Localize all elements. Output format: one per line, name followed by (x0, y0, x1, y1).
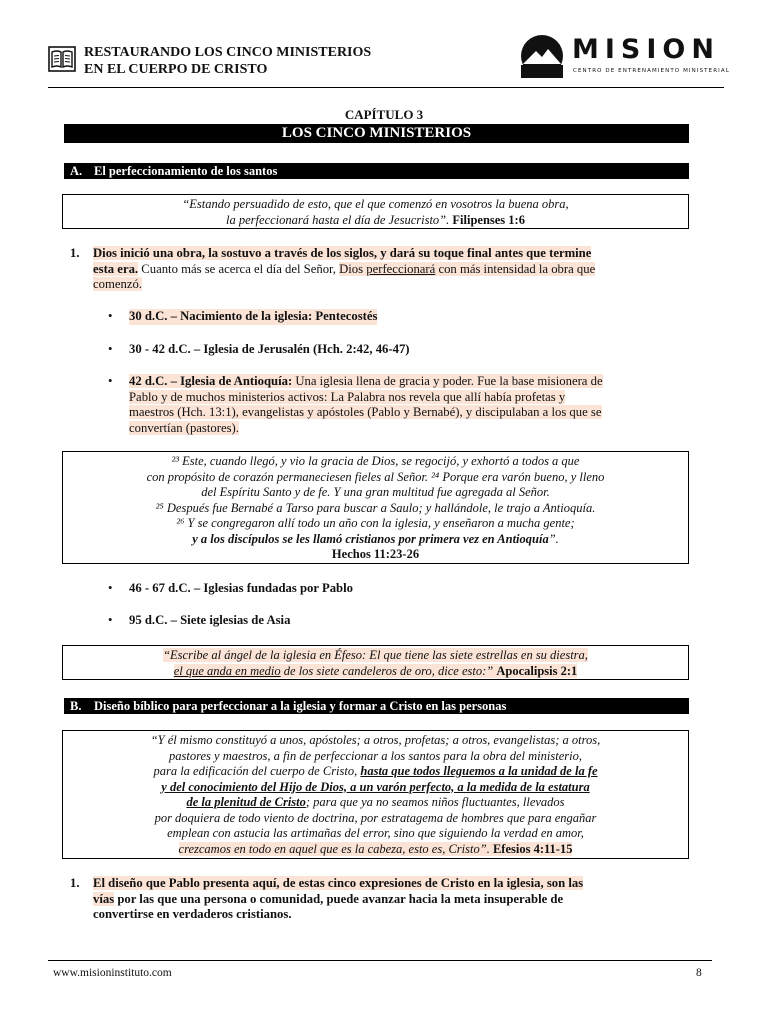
quote-line: por doquiera de todo viento de doctrina, por estratagema de hombres que para engañar (154, 810, 597, 825)
header-title (84, 44, 371, 78)
quote-line: para la edificación del cuerpo de Cristo, (153, 764, 361, 778)
quote-line: “Y él mismo constituyó a unos, apóstoles; a otros, profetas; a otros, evangelistas; a otros, (150, 733, 601, 747)
quote-apocalipsis (62, 645, 689, 680)
verse-number: ²⁵ (155, 500, 164, 515)
book-icon (48, 46, 76, 72)
point-text: comenzó. (93, 277, 142, 291)
verse-number: ²⁴ (428, 469, 440, 484)
section-a-title: El perfeccionamiento de los santos (94, 164, 278, 178)
point-bold-text: Dios inició una obra, la sostuvo a través de los siglos, y dará su toque final antes que termine (93, 246, 592, 260)
quote-line: ; para que ya no seamos niños fluctuantes, llevados (305, 795, 565, 809)
verse-number: ²³ (171, 454, 179, 468)
section-b-heading (64, 698, 689, 714)
quote-reference: Efesios 4:11-15 (492, 841, 573, 856)
bullet-text: 95 d.C. – Siete iglesias de Asia (129, 613, 291, 627)
point-text: con más intensidad la obra que (435, 261, 596, 276)
quote-bold-line: y a los discípulos se les llamó cristianos por primera vez en Antioquía (192, 531, 549, 546)
chapter-title: LOS CINCO MINISTERIOS (64, 124, 689, 143)
quote-efesios (62, 730, 689, 859)
quote-line: Y se congregaron allí todo un año con la iglesia, y enseñaron a mucha gente; (184, 516, 575, 530)
logo-word: MISION (572, 34, 720, 65)
bullet-icon: • (108, 309, 113, 323)
header-title-line2: EN EL CUERPO DE CRISTO (84, 62, 268, 77)
bullet-item-antioquia (108, 374, 688, 436)
point-bold-text: El diseño que Pablo presenta aquí, de estas cinco expresiones de Cristo en la iglesia, son las (93, 876, 584, 890)
point-text: Cuanto más se acerca el día del Señor, (138, 261, 340, 276)
mountain-logo-icon (520, 34, 564, 78)
bullet-icon: • (108, 342, 113, 356)
quote-line: Después fue Bernabé a Tarso para buscar a Saulo; y hallándole, le trajo a Antioquía. (163, 500, 596, 515)
point-number: 1. (70, 246, 80, 260)
quote-underlined: de la plenitud de Cristo (186, 795, 306, 809)
quote-line: del Espíritu Santo y de fe. Y una gran multitud fue agregada al Señor. (201, 485, 550, 499)
quote-reference: Hechos 11:23-26 (331, 547, 420, 561)
bullet-text: Una iglesia llena de gracia y poder. Fue la base misionera de (292, 374, 603, 388)
section-a-letter: A. (70, 164, 83, 178)
point-bold-text: convertirse en verdaderos cristianos. (93, 907, 292, 921)
quote-reference: Apocalipsis 2:1 (496, 663, 578, 678)
section-a-point-1 (70, 246, 690, 293)
bullet-text: maestros (Hch. 13:1), evangelistas y apóstoles (Pablo y Bernabé), y discipulaban a los que se (129, 405, 602, 419)
quote-hechos (62, 451, 689, 564)
bullet-text: 30 - 42 d.C. – Iglesia de Jerusalén (Hch. 2:42, 46-47) (129, 342, 410, 356)
bullet-text: Pablo y de muchos ministerios activos: La Palabra nos revela que allí había profetas y (129, 389, 566, 404)
verse-number: ²⁶ (176, 516, 185, 530)
quote-underlined: y del conocimiento del Hijo de Dios, a un varón perfecto, a la medida de la estatura (161, 779, 590, 794)
chapter-label: CAPÍTULO 3 (344, 107, 424, 122)
quote-line: pastores y maestros, a fin de perfeccionar a los santos para la obra del ministerio, (169, 748, 582, 763)
point-bold-text: por las que una persona o comunidad, puede avanzar hacia la meta insuperable de (114, 891, 564, 906)
quote-underlined: hasta que todos lleguemos a la unidad de la fe (360, 764, 598, 778)
quote-line: crezcamos en todo en aquel que es la cabeza, esto es, Cristo”. (178, 841, 490, 856)
quote-line: Porque era varón bueno, y lleno (439, 469, 605, 484)
quote-line: ”. (548, 531, 559, 546)
bullet-text: 30 d.C. – Nacimiento de la iglesia: Pentecostés (129, 309, 378, 323)
quote-reference: Filipenses 1:6 (452, 212, 525, 227)
section-a-heading (64, 163, 689, 179)
quote-line: de los siete candeleros de oro, dice esto:” (280, 663, 494, 678)
section-b-point-1 (70, 876, 690, 923)
point-bold-text: vías (93, 891, 115, 906)
point-bold-text: esta era. (93, 261, 139, 276)
quote-line: con propósito de corazón permaneciesen fieles al Señor. (146, 469, 429, 484)
header-title-line1: RESTAURANDO LOS CINCO MINISTERIOS (84, 45, 372, 60)
bullet-text: 46 - 67 d.C. – Iglesias fundadas por Pablo (129, 581, 353, 595)
bullet-bold: 42 d.C. – Iglesia de Antioquía: (129, 374, 293, 388)
page-number: 8 (696, 967, 702, 979)
bullet-icon: • (108, 581, 113, 595)
quote-line: emplean con astucia las artimañas del error, sino que siguiendo la verdad en amor, (167, 826, 584, 840)
mision-logo (520, 34, 730, 80)
quote-line: la perfeccionará hasta el día de Jesucristo”. (226, 212, 450, 227)
bullet-icon: • (108, 613, 113, 627)
point-underlined: perfeccionará (366, 261, 436, 276)
footer-url[interactable]: www.misioninstituto.com (53, 967, 172, 979)
point-number: 1. (70, 876, 80, 890)
header-divider (48, 87, 724, 88)
bullet-text: convertían (pastores). (129, 420, 239, 435)
quote-line: Este, cuando llegó, y vio la gracia de Dios, se regocijó, y exhortó a todos a que (178, 454, 580, 468)
quote-underlined: el que anda en medio (173, 663, 281, 678)
section-b-letter: B. (70, 699, 82, 713)
quote-line: “Escribe al ángel de la iglesia en Éfeso: El que tiene las siete estrellas en su diestra, (163, 648, 588, 662)
footer-divider (48, 960, 712, 961)
point-text: Dios (339, 261, 367, 276)
bullet-icon: • (108, 374, 113, 388)
logo-subtitle: CENTRO DE ENTRENAMIENTO MINISTERIAL (573, 68, 730, 74)
section-b-title: Diseño bíblico para perfeccionar a la iglesia y formar a Cristo en las personas (94, 699, 507, 713)
quote-filipenses (62, 194, 689, 229)
quote-line: “Estando persuadido de esto, que el que comenzó en vosotros la buena obra, (182, 197, 569, 211)
